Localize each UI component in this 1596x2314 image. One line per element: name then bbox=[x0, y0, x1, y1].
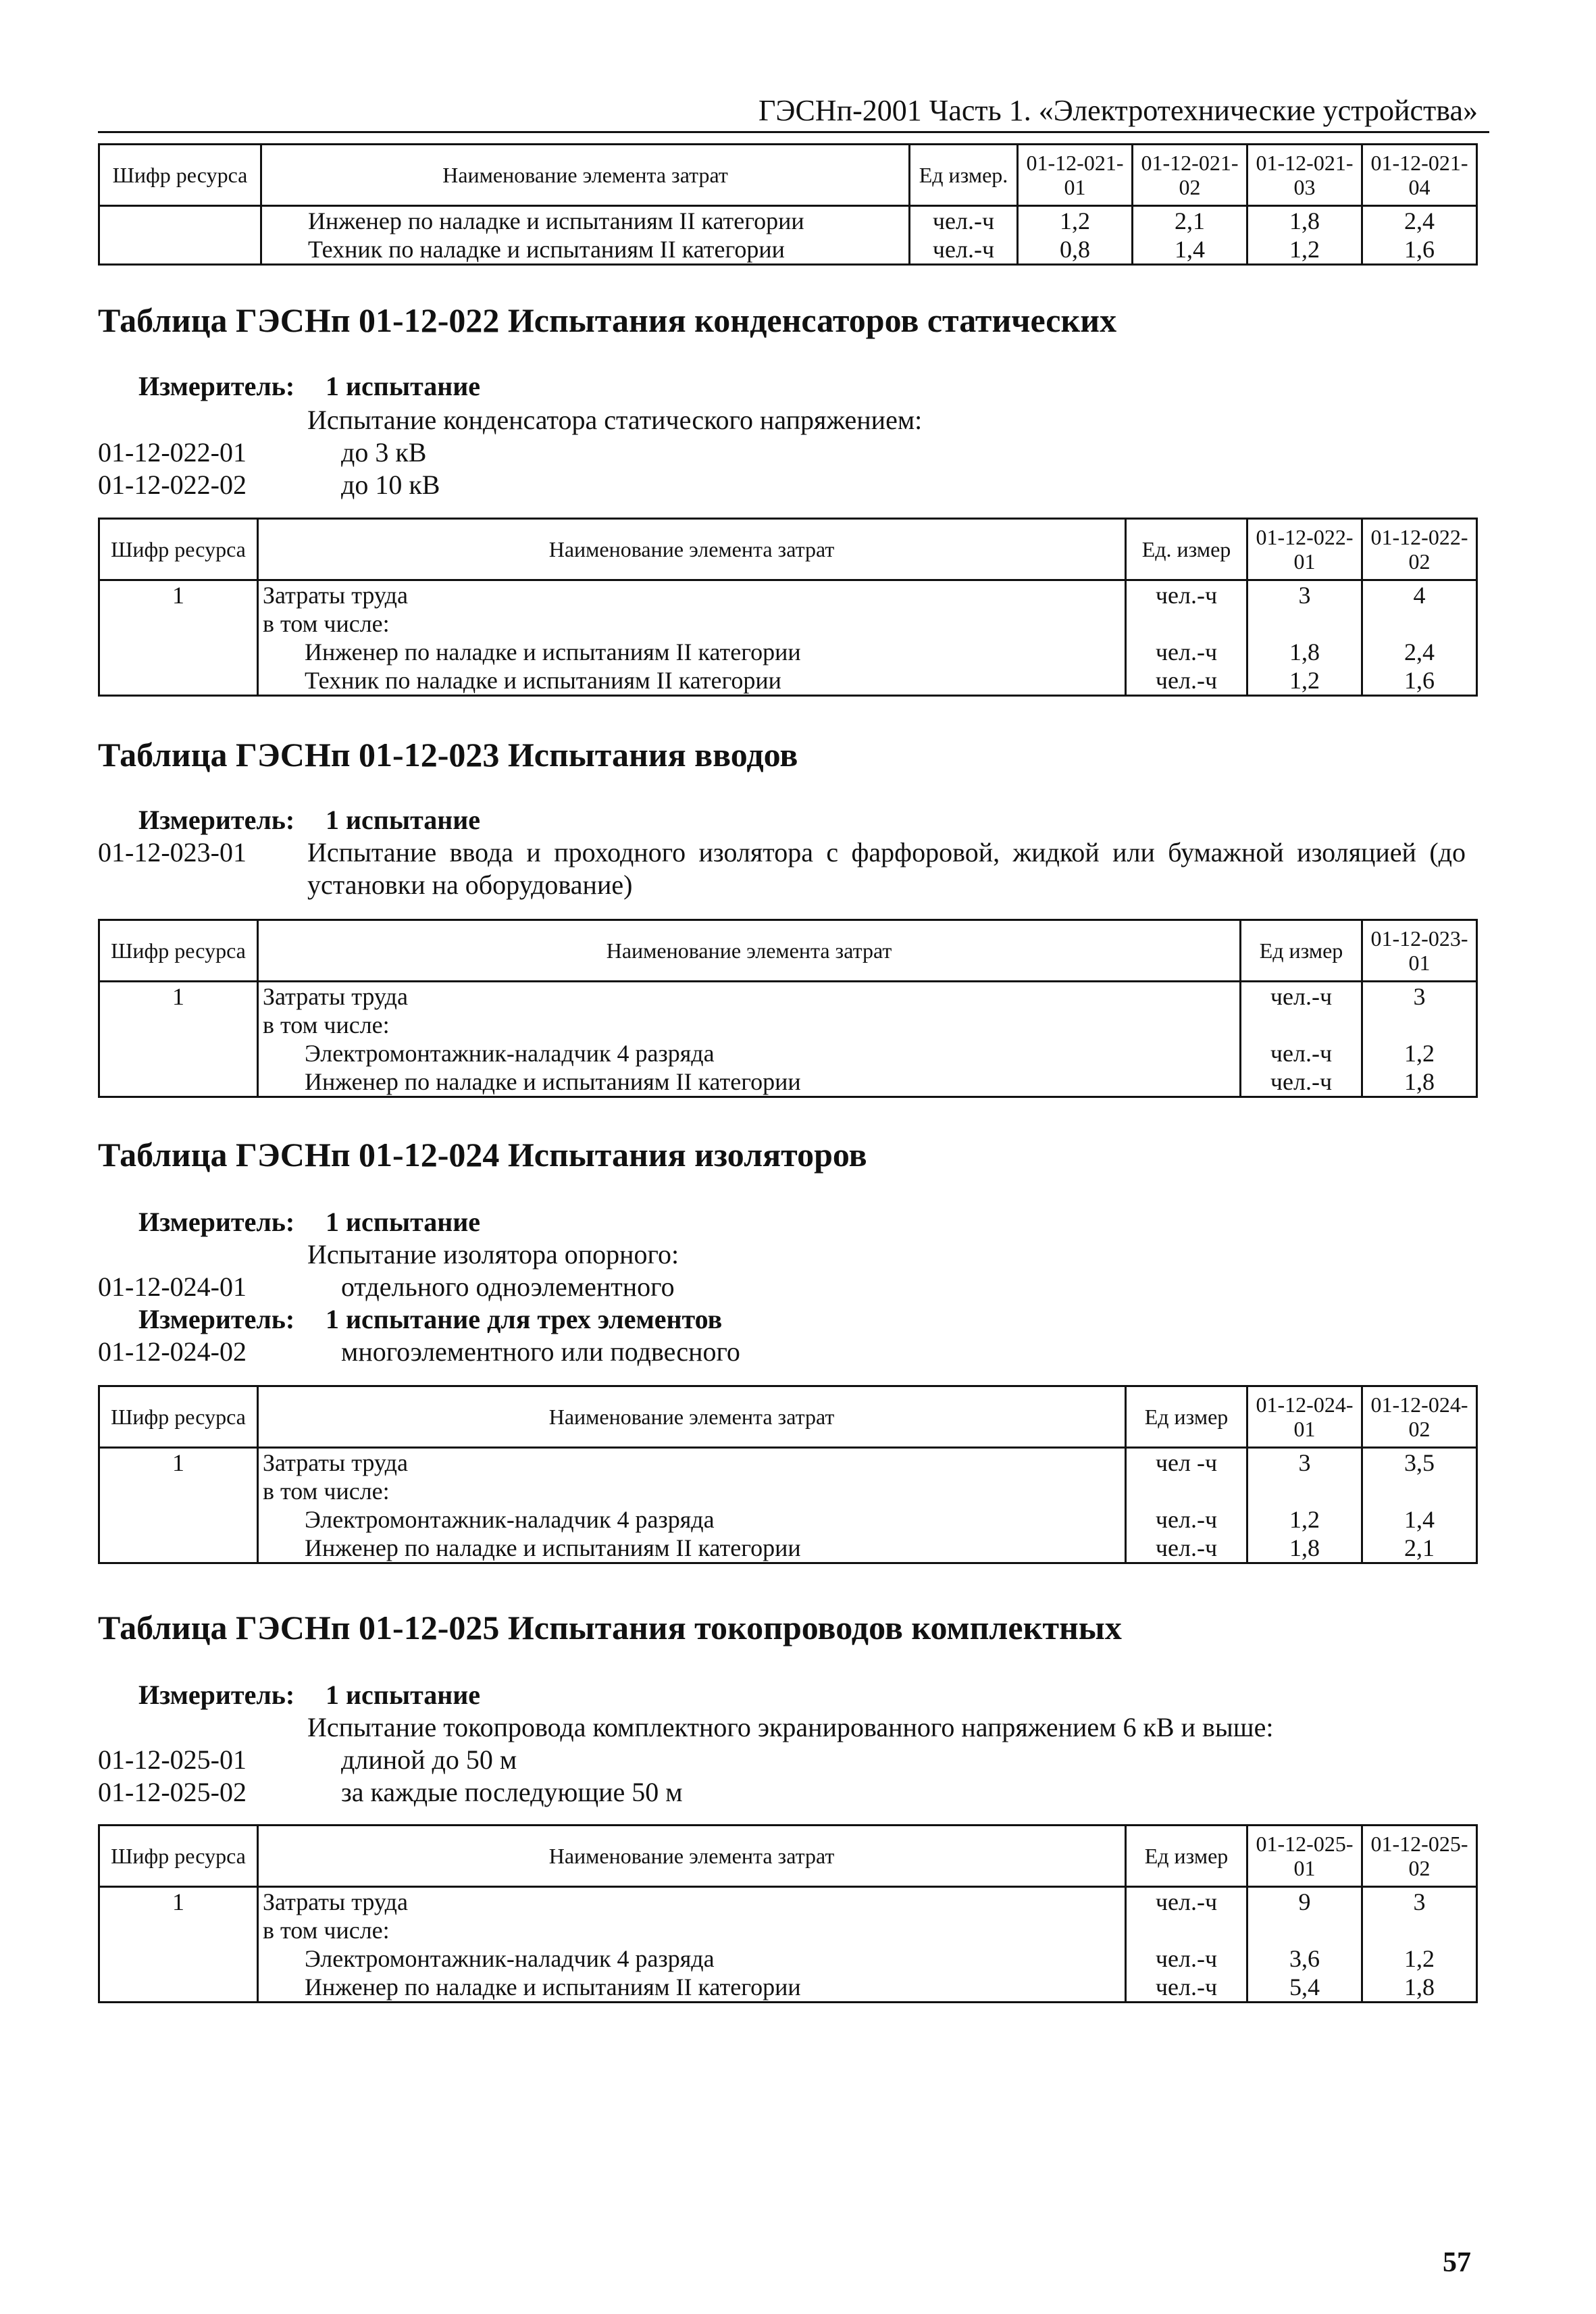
meter-label: Измеритель: bbox=[138, 805, 295, 835]
cell-code bbox=[99, 1944, 258, 1973]
cell-unit bbox=[1241, 1011, 1362, 1039]
section-description: Испытание конденсатора статического напряжением: bbox=[307, 405, 923, 435]
page-number: 57 bbox=[1443, 2247, 1471, 2278]
table-row bbox=[99, 206, 1477, 236]
col-header: Шифр ресурса bbox=[99, 1826, 258, 1887]
cell-unit: чел.-ч bbox=[1126, 1887, 1247, 1917]
col-header: Ед измер bbox=[1241, 920, 1362, 982]
cell-code: 1 bbox=[99, 1887, 258, 1917]
col-header: 01-12-023-01 bbox=[1362, 920, 1477, 982]
table-row bbox=[99, 1039, 1477, 1067]
cell-name: Затраты труда bbox=[258, 1887, 1126, 1917]
table-row bbox=[99, 982, 1477, 1011]
item-code: 01-12-025-01 bbox=[98, 1744, 247, 1775]
item-text: отдельного одноэлементного bbox=[341, 1272, 675, 1302]
item-code: 01-12-022-02 bbox=[98, 470, 247, 500]
col-header: 01-12-021-03 bbox=[1247, 145, 1362, 206]
table-header-row bbox=[99, 920, 1477, 982]
table-01-12-022 bbox=[98, 518, 1478, 697]
col-header: Наименование элемента затрат bbox=[258, 1386, 1126, 1448]
table-row bbox=[99, 1011, 1477, 1039]
cell-code bbox=[99, 1916, 258, 1944]
cell-value bbox=[1362, 1477, 1477, 1505]
cell-value bbox=[1247, 1916, 1362, 1944]
col-header: 01-12-022-01 bbox=[1247, 519, 1362, 580]
cell-value: 3,6 bbox=[1247, 1944, 1362, 1973]
meter-value: 1 испытание bbox=[326, 1680, 481, 1710]
col-header: 01-12-024-01 bbox=[1247, 1386, 1362, 1448]
item-code: 01-12-024-02 bbox=[98, 1336, 247, 1367]
cell-value: 4 bbox=[1362, 580, 1477, 610]
cell-value: 5,4 bbox=[1247, 1973, 1362, 2003]
cell-value: 2,4 bbox=[1362, 638, 1477, 666]
header-rule bbox=[98, 131, 1489, 133]
cell-value: 3 bbox=[1247, 1448, 1362, 1478]
meter-label: Измеритель: bbox=[138, 1680, 295, 1710]
meter-value: 1 испытание bbox=[326, 805, 481, 835]
table-01-12-024 bbox=[98, 1385, 1478, 1564]
section-title-024: Таблица ГЭСНп 01-12-024 Испытания изоляторов bbox=[98, 1136, 867, 1174]
cell-code bbox=[99, 206, 261, 236]
cell-unit: чел.-ч bbox=[1126, 638, 1247, 666]
col-header: Шифр ресурса bbox=[99, 519, 258, 580]
item-text: длиной до 50 м bbox=[341, 1744, 517, 1775]
item-text: до 3 кВ bbox=[341, 437, 427, 468]
cell-value: 9 bbox=[1247, 1887, 1362, 1917]
table-row bbox=[99, 580, 1477, 610]
table-row bbox=[99, 1887, 1477, 1917]
cell-name: в том числе: bbox=[258, 609, 1126, 638]
cell-code bbox=[99, 235, 261, 265]
cell-value: 1,4 bbox=[1133, 235, 1247, 265]
table-header-row bbox=[99, 1386, 1477, 1448]
cell-unit: чел -ч bbox=[1126, 1448, 1247, 1478]
cell-name: Инженер по наладке и испытаниям II категории bbox=[258, 1067, 1241, 1097]
meter-value: 1 испытание bbox=[326, 1207, 481, 1237]
cell-name: Электромонтажник-наладчик 4 разряда bbox=[258, 1944, 1126, 1973]
meter-label: Измеритель: bbox=[138, 371, 295, 401]
col-header: 01-12-021-04 bbox=[1362, 145, 1477, 206]
table-row bbox=[99, 1448, 1477, 1478]
cell-value: 0,8 bbox=[1018, 235, 1133, 265]
cell-unit: чел.-ч bbox=[1126, 580, 1247, 610]
table-row bbox=[99, 1477, 1477, 1505]
cell-name: Техник по наладке и испытаниям II категории bbox=[258, 666, 1126, 696]
cell-name: Электромонтажник-наладчик 4 разряда bbox=[258, 1505, 1126, 1534]
table-01-12-023 bbox=[98, 919, 1478, 1098]
cell-unit bbox=[1126, 1477, 1247, 1505]
cell-value bbox=[1247, 609, 1362, 638]
cell-value: 1,8 bbox=[1362, 1973, 1477, 2003]
col-header: Ед измер. bbox=[910, 145, 1018, 206]
col-header: Шифр ресурса bbox=[99, 1386, 258, 1448]
cell-unit bbox=[1126, 609, 1247, 638]
cell-code bbox=[99, 1011, 258, 1039]
item-code: 01-12-022-01 bbox=[98, 437, 247, 468]
cell-name: в том числе: bbox=[258, 1477, 1126, 1505]
cell-value: 1,8 bbox=[1247, 638, 1362, 666]
cell-unit: чел.-ч bbox=[1126, 1944, 1247, 1973]
cell-value bbox=[1362, 1011, 1477, 1039]
cell-value: 1,2 bbox=[1247, 666, 1362, 696]
table-header-row bbox=[99, 145, 1477, 206]
cell-name: Инженер по наладке и испытаниям II категории bbox=[258, 1534, 1126, 1563]
cell-unit: чел.-ч bbox=[1126, 1505, 1247, 1534]
table-row bbox=[99, 1973, 1477, 2003]
table-row bbox=[99, 1916, 1477, 1944]
col-header: 01-12-021-01 bbox=[1018, 145, 1133, 206]
item-code: 01-12-023-01 bbox=[98, 837, 247, 867]
col-header: 01-12-022-02 bbox=[1362, 519, 1477, 580]
cell-name: Техник по наладке и испытаниям II категории bbox=[261, 235, 910, 265]
col-header: 01-12-025-02 bbox=[1362, 1826, 1477, 1887]
col-header: 01-12-025-01 bbox=[1247, 1826, 1362, 1887]
col-header: Наименование элемента затрат bbox=[258, 920, 1241, 982]
cell-value: 1,2 bbox=[1362, 1944, 1477, 1973]
col-header: 01-12-021-02 bbox=[1133, 145, 1247, 206]
col-header: Наименование элемента затрат bbox=[261, 145, 910, 206]
col-header: Ед измер bbox=[1126, 1826, 1247, 1887]
cell-value: 1,2 bbox=[1362, 1039, 1477, 1067]
section-title-022: Таблица ГЭСНп 01-12-022 Испытания конденсаторов статических bbox=[98, 301, 1117, 339]
running-header: ГЭСНп-2001 Часть 1. «Электротехнические устройства» bbox=[758, 94, 1478, 127]
cell-unit: чел.-ч bbox=[910, 206, 1018, 236]
col-header: Наименование элемента затрат bbox=[258, 519, 1126, 580]
item-text: Испытание ввода и проходного изолятора с фарфоровой, жидкой или бумажной изоляцией (до установки на оборудование) bbox=[307, 837, 1466, 900]
section-title-023: Таблица ГЭСНп 01-12-023 Испытания вводов bbox=[98, 736, 798, 774]
cell-value: 3 bbox=[1362, 982, 1477, 1011]
table-01-12-025 bbox=[98, 1824, 1478, 2003]
section-description: Испытание изолятора опорного: bbox=[307, 1239, 679, 1269]
cell-value: 1,6 bbox=[1362, 235, 1477, 265]
cell-value bbox=[1247, 1477, 1362, 1505]
table-row bbox=[99, 666, 1477, 696]
cell-value: 1,2 bbox=[1247, 235, 1362, 265]
cell-name: Затраты труда bbox=[258, 982, 1241, 1011]
cell-unit bbox=[1126, 1916, 1247, 1944]
cell-value: 2,1 bbox=[1133, 206, 1247, 236]
cell-code: 1 bbox=[99, 580, 258, 610]
col-header: Шифр ресурса bbox=[99, 145, 261, 206]
col-header: Ед. измер bbox=[1126, 519, 1247, 580]
table-row bbox=[99, 1534, 1477, 1563]
cell-name: в том числе: bbox=[258, 1011, 1241, 1039]
table-header-row bbox=[99, 519, 1477, 580]
item-text: многоэлементного или подвесного bbox=[341, 1336, 740, 1367]
table-row bbox=[99, 638, 1477, 666]
cell-name: Затраты труда bbox=[258, 1448, 1126, 1478]
meter-label: Измеритель: bbox=[138, 1207, 295, 1237]
cell-name: Затраты труда bbox=[258, 580, 1126, 610]
cell-name: Электромонтажник-наладчик 4 разряда bbox=[258, 1039, 1241, 1067]
cell-value: 2,4 bbox=[1362, 206, 1477, 236]
cell-value bbox=[1362, 1916, 1477, 1944]
cell-value: 1,8 bbox=[1362, 1067, 1477, 1097]
col-header: Ед измер bbox=[1126, 1386, 1247, 1448]
cell-unit: чел.-ч bbox=[1126, 666, 1247, 696]
cell-code bbox=[99, 1534, 258, 1563]
cell-unit: чел.-ч bbox=[910, 235, 1018, 265]
cell-value: 3,5 bbox=[1362, 1448, 1477, 1478]
col-header: Наименование элемента затрат bbox=[258, 1826, 1126, 1887]
table-row bbox=[99, 235, 1477, 265]
cell-code bbox=[99, 609, 258, 638]
item-code: 01-12-025-02 bbox=[98, 1777, 247, 1807]
cell-code bbox=[99, 1039, 258, 1067]
cell-code: 1 bbox=[99, 982, 258, 1011]
cell-unit: чел.-ч bbox=[1241, 1039, 1362, 1067]
table-header-row bbox=[99, 1826, 1477, 1887]
col-header: Шифр ресурса bbox=[99, 920, 258, 982]
cell-value: 1,8 bbox=[1247, 206, 1362, 236]
cell-value bbox=[1362, 609, 1477, 638]
cell-value: 1,8 bbox=[1247, 1534, 1362, 1563]
table-01-12-021 bbox=[98, 143, 1478, 266]
cell-unit: чел.-ч bbox=[1126, 1973, 1247, 2003]
cell-value: 1,2 bbox=[1247, 1505, 1362, 1534]
cell-code bbox=[99, 638, 258, 666]
cell-code bbox=[99, 1067, 258, 1097]
section-description: Испытание токопровода комплектного экранированного напряжением 6 кВ и выше: bbox=[307, 1712, 1274, 1742]
cell-value: 1,4 bbox=[1362, 1505, 1477, 1534]
table-row bbox=[99, 1067, 1477, 1097]
cell-name: в том числе: bbox=[258, 1916, 1126, 1944]
cell-code bbox=[99, 1477, 258, 1505]
cell-unit: чел.-ч bbox=[1241, 1067, 1362, 1097]
col-header: 01-12-024-02 bbox=[1362, 1386, 1477, 1448]
cell-code bbox=[99, 666, 258, 696]
cell-code bbox=[99, 1973, 258, 2003]
item-code: 01-12-024-01 bbox=[98, 1272, 247, 1302]
cell-name: Инженер по наладке и испытаниям II категории bbox=[258, 638, 1126, 666]
item-text: до 10 кВ bbox=[341, 470, 440, 500]
cell-value: 1,2 bbox=[1018, 206, 1133, 236]
cell-name: Инженер по наладке и испытаниям II категории bbox=[261, 206, 910, 236]
item-text: за каждые последующие 50 м bbox=[341, 1777, 683, 1807]
meter-label: Измеритель: bbox=[138, 1304, 295, 1334]
cell-name: Инженер по наладке и испытаниям II категории bbox=[258, 1973, 1126, 2003]
cell-code bbox=[99, 1505, 258, 1534]
table-row bbox=[99, 1944, 1477, 1973]
cell-unit: чел.-ч bbox=[1126, 1534, 1247, 1563]
section-title-025: Таблица ГЭСНп 01-12-025 Испытания токопроводов комплектных bbox=[98, 1609, 1122, 1646]
cell-unit: чел.-ч bbox=[1241, 982, 1362, 1011]
table-row bbox=[99, 1505, 1477, 1534]
cell-value: 1,6 bbox=[1362, 666, 1477, 696]
table-row bbox=[99, 609, 1477, 638]
cell-value: 2,1 bbox=[1362, 1534, 1477, 1563]
cell-value: 3 bbox=[1247, 580, 1362, 610]
cell-value: 3 bbox=[1362, 1887, 1477, 1917]
cell-code: 1 bbox=[99, 1448, 258, 1478]
meter-value: 1 испытание bbox=[326, 371, 481, 401]
meter-value: 1 испытание для трех элементов bbox=[326, 1304, 723, 1334]
